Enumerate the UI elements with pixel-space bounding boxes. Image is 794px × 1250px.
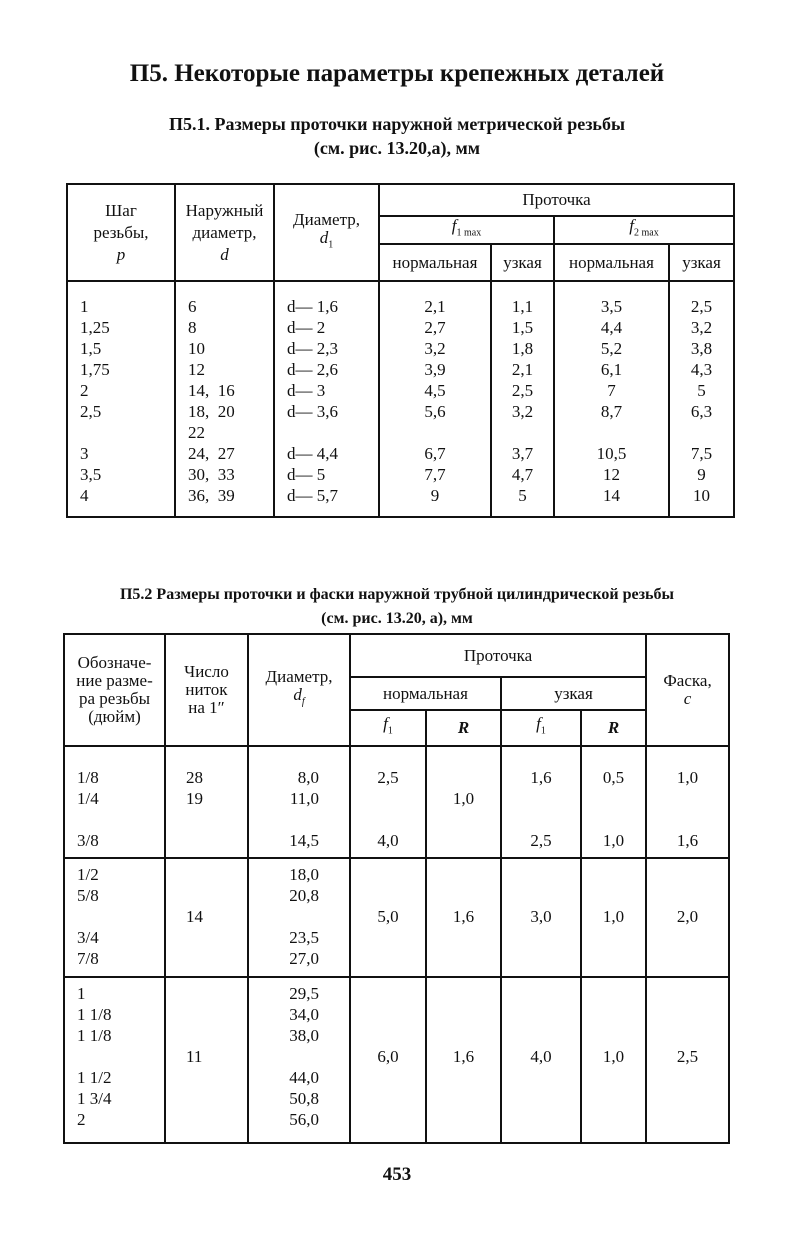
- cell-value: 23,5: [289, 928, 319, 947]
- cell-value: [380, 422, 490, 443]
- cell-value: 5: [697, 381, 706, 400]
- cell-value: d— 2: [287, 318, 326, 337]
- cell-value: [186, 948, 247, 969]
- header-text: ра резьбы: [78, 689, 151, 708]
- cell-value: d— 3: [287, 381, 326, 400]
- header-f1max: [379, 216, 554, 244]
- cell-value: 3,7: [511, 444, 534, 463]
- cell-value: 1 1/8: [77, 1005, 112, 1024]
- header-pitch: [67, 184, 175, 281]
- cell-pitch: [67, 281, 175, 517]
- cell-value: [77, 809, 164, 830]
- cell-value: 3,2: [511, 402, 534, 421]
- cell-normal-R: [426, 858, 501, 977]
- cell-value: 38,0: [289, 1026, 319, 1045]
- cell-value: [582, 809, 645, 830]
- cell-value: 7,5: [690, 444, 713, 463]
- cell-value: 8,0: [297, 768, 319, 787]
- cell-value: 2,0: [676, 907, 699, 926]
- table2-caption-line1: П5.2 Размеры проточки и фаски наружной трубной цилиндрической резьбы: [119, 586, 675, 603]
- header-text: f: [451, 216, 457, 236]
- cell-value: 7,7: [424, 465, 446, 484]
- cell-value: [351, 1004, 425, 1025]
- cell-value: 10: [188, 339, 205, 358]
- cell-value: [502, 927, 580, 948]
- cell-value: [427, 885, 500, 906]
- cell-value: 3,2: [690, 318, 713, 337]
- header-outer-diameter: [175, 184, 274, 281]
- header-diameter: [274, 184, 379, 281]
- cell-value: [427, 927, 500, 948]
- cell-value: 1,0: [602, 1047, 625, 1066]
- cell-threads-per-inch: [165, 858, 248, 977]
- header-f2-normal: нормальная: [554, 244, 669, 281]
- cell-value: 5: [518, 486, 527, 505]
- cell-value: 3,2: [424, 339, 446, 358]
- cell-value: [427, 830, 500, 851]
- cell-value: [186, 1025, 247, 1046]
- cell-value: [77, 906, 164, 927]
- cell-f1-narrow: [491, 281, 554, 517]
- cell-value: 20,8: [289, 886, 319, 905]
- cell-value: [647, 1025, 728, 1046]
- cell-value: [582, 927, 645, 948]
- cell-value: [351, 983, 425, 1004]
- cell-value: 11,0: [289, 789, 319, 808]
- cell-value: [492, 422, 553, 443]
- cell-designation: [64, 858, 165, 977]
- cell-value: [427, 864, 500, 885]
- cell-value: [582, 885, 645, 906]
- cell-narrow-f1: [501, 746, 581, 858]
- cell-value: 4,3: [690, 360, 713, 379]
- cell-value: 1,6: [676, 831, 699, 850]
- cell-value: 9: [697, 465, 706, 484]
- cell-value: 24, 27: [188, 444, 235, 463]
- cell-value: 44,0: [289, 1068, 319, 1087]
- cell-value: [647, 983, 728, 1004]
- cell-value: [555, 422, 668, 443]
- cell-value: [351, 864, 425, 885]
- cell-value: [647, 1088, 728, 1109]
- table2-caption: [0, 583, 794, 631]
- header-subscript: 1: [387, 725, 393, 737]
- cell-value: 10: [693, 486, 711, 505]
- cell-value: [502, 809, 580, 830]
- cell-value: 1,5: [511, 318, 534, 337]
- cell-value: [647, 1067, 728, 1088]
- cell-value: 50,8: [289, 1089, 319, 1108]
- cell-value: [427, 809, 500, 830]
- cell-value: [647, 1004, 728, 1025]
- header-normal-f1: [350, 710, 426, 746]
- header-text: резьбы,: [93, 222, 149, 242]
- cell-narrow-R: [581, 858, 646, 977]
- cell-value: [186, 830, 247, 851]
- cell-value: 1,25: [80, 318, 110, 337]
- cell-value: [351, 1025, 425, 1046]
- cell-value: d— 2,3: [287, 339, 338, 358]
- cell-narrow-f1: [501, 977, 581, 1143]
- cell-value: [582, 788, 645, 809]
- cell-value: 10,5: [596, 444, 627, 463]
- table-row-group: [64, 858, 729, 977]
- cell-outer-diameter: [175, 281, 274, 517]
- cell-value: 2,5: [80, 402, 102, 421]
- cell-normal-f1: [350, 858, 426, 977]
- header-text: Диаметр,: [293, 209, 360, 229]
- table2-caption-line2: (см. рис. 13.20, а), мм: [321, 610, 473, 627]
- cell-value: d— 1,6: [287, 297, 338, 316]
- cell-value: 6,1: [600, 360, 623, 379]
- cell-value: [186, 983, 247, 1004]
- cell-value: 1,0: [676, 768, 699, 787]
- cell-value: [582, 864, 645, 885]
- cell-value: 56,0: [289, 1110, 319, 1129]
- cell-value: d— 4,4: [287, 444, 338, 463]
- cell-value: [351, 809, 425, 830]
- cell-value: [186, 927, 247, 948]
- header-text: ниток: [185, 680, 228, 699]
- cell-value: 3/8: [77, 831, 99, 850]
- cell-value: 14: [186, 907, 203, 926]
- cell-value: 2,1: [511, 360, 534, 379]
- cell-value: 8,7: [600, 402, 623, 421]
- cell-value: [249, 1046, 319, 1067]
- cell-value: [427, 767, 500, 788]
- cell-value: [647, 927, 728, 948]
- cell-value: 1 1/8: [77, 1026, 112, 1045]
- cell-designation: [64, 746, 165, 858]
- cell-value: [351, 885, 425, 906]
- cell-value: 4,0: [377, 831, 399, 850]
- cell-value: 9: [430, 486, 440, 505]
- cell-value: [249, 906, 319, 927]
- header-subscript: 1 max: [456, 227, 482, 239]
- table-row-group: [64, 746, 729, 858]
- cell-value: 4,0: [530, 1047, 552, 1066]
- cell-value: 4: [80, 486, 89, 505]
- header-text: диаметр,: [192, 222, 257, 242]
- cell-f2-narrow: [669, 281, 734, 517]
- header-narrow-R: R: [581, 710, 646, 746]
- cell-value: 8: [188, 318, 197, 337]
- cell-value: [582, 1025, 645, 1046]
- cell-value: 28: [186, 768, 203, 787]
- cell-value: [249, 809, 319, 830]
- cell-value: 1/8: [77, 768, 99, 787]
- cell-value: 1: [77, 984, 86, 1003]
- cell-value: 4,7: [511, 465, 534, 484]
- header-f1-normal: нормальная: [379, 244, 491, 281]
- cell-value: 19: [186, 789, 203, 808]
- header-text: Шаг: [105, 200, 137, 220]
- header-text: Наружный: [185, 200, 264, 220]
- cell-value: 1,0: [452, 789, 475, 808]
- cell-value: [351, 1088, 425, 1109]
- cell-value: 1,0: [602, 831, 625, 850]
- cell-value: 1,0: [602, 907, 625, 926]
- cell-value: [186, 1088, 247, 1109]
- cell-value: 1,6: [452, 907, 475, 926]
- cell-value: 0,5: [602, 768, 625, 787]
- cell-value: [647, 864, 728, 885]
- cell-narrow-R: [581, 746, 646, 858]
- cell-value: 1,8: [511, 339, 534, 358]
- header-text: Обозначе-: [77, 653, 152, 672]
- cell-value: d— 5: [287, 465, 326, 484]
- header-groove: Проточка: [379, 184, 734, 216]
- cell-value: 14,5: [289, 831, 319, 850]
- pipe-thread-groove-table: [63, 633, 730, 1144]
- cell-value: [582, 983, 645, 1004]
- cell-value: [502, 885, 580, 906]
- cell-value: 22: [188, 423, 205, 442]
- cell-value: [287, 422, 378, 443]
- header-text: d: [293, 685, 302, 705]
- header-subscript: 1: [540, 725, 546, 737]
- cell-threads-per-inch: [165, 977, 248, 1143]
- cell-value: d— 5,7: [287, 486, 338, 505]
- cell-value: 3,5: [600, 297, 623, 316]
- header-text: c: [683, 689, 692, 708]
- cell-value: [582, 1004, 645, 1025]
- cell-value: 3/4: [77, 928, 99, 947]
- header-text: Диаметр,: [265, 667, 333, 687]
- cell-value: 4,4: [600, 318, 623, 337]
- cell-normal-f1: [350, 746, 426, 858]
- table-row: [67, 281, 734, 517]
- cell-value: [502, 948, 580, 969]
- header-text: f: [629, 216, 635, 236]
- cell-chamfer: [646, 977, 729, 1143]
- cell-f1-normal: [379, 281, 491, 517]
- cell-value: [80, 422, 174, 443]
- cell-value: 5,0: [377, 907, 399, 926]
- cell-value: 2,5: [377, 768, 399, 787]
- cell-value: 2,5: [511, 381, 534, 400]
- cell-value: [427, 1004, 500, 1025]
- cell-value: 18,0: [289, 865, 319, 884]
- cell-value: 3: [80, 444, 89, 463]
- table1-caption-line1: П5.1. Размеры проточки наружной метрической резьбы: [168, 114, 626, 134]
- metric-thread-groove-table: [66, 183, 735, 518]
- cell-value: [427, 983, 500, 1004]
- cell-value: [427, 1109, 500, 1130]
- header-text: на 1″: [188, 698, 225, 717]
- cell-value: 1,1: [511, 297, 534, 316]
- cell-value: 6,3: [690, 402, 713, 421]
- cell-value: 2,1: [424, 297, 446, 316]
- cell-value: [647, 885, 728, 906]
- header-subscript: 1: [328, 239, 334, 251]
- cell-value: 4,5: [424, 381, 446, 400]
- cell-value: 1 3/4: [77, 1089, 112, 1108]
- cell-diameter: [248, 746, 350, 858]
- cell-value: 7: [607, 381, 616, 400]
- cell-value: 1/4: [77, 789, 99, 808]
- cell-value: [502, 1088, 580, 1109]
- header-chamfer: [646, 634, 729, 746]
- cell-value: [647, 1109, 728, 1130]
- cell-diameter: [248, 858, 350, 977]
- header-narrow-f1: [501, 710, 581, 746]
- cell-narrow-f1: [501, 858, 581, 977]
- header-normal-R: R: [426, 710, 501, 746]
- cell-value: 6,7: [424, 444, 446, 463]
- cell-value: [186, 1067, 247, 1088]
- cell-value: [427, 1025, 500, 1046]
- cell-value: 14, 16: [188, 381, 235, 400]
- cell-value: 7/8: [77, 949, 99, 968]
- cell-normal-R: [426, 977, 501, 1143]
- cell-normal-f1: [350, 977, 426, 1143]
- cell-value: 3,8: [690, 339, 713, 358]
- cell-value: 6: [188, 297, 197, 316]
- header-f2max: [554, 216, 734, 244]
- cell-chamfer: [646, 746, 729, 858]
- cell-value: 5,2: [600, 339, 623, 358]
- header-f1-narrow: узкая: [491, 244, 554, 281]
- cell-value: d— 3,6: [287, 402, 338, 421]
- cell-value: 2,5: [676, 1047, 699, 1066]
- header-text: (дюйм): [88, 707, 141, 726]
- cell-value: 2,5: [690, 297, 713, 316]
- cell-value: d— 2,6: [287, 360, 338, 379]
- cell-value: [77, 1046, 164, 1067]
- cell-value: [351, 948, 425, 969]
- table-row-group: [64, 977, 729, 1143]
- cell-value: 3,9: [424, 360, 446, 379]
- header-narrow: узкая: [501, 677, 646, 710]
- cell-value: [186, 864, 247, 885]
- cell-value: [647, 809, 728, 830]
- header-text: d: [220, 244, 229, 264]
- cell-value: 1: [80, 297, 89, 316]
- header-threads-per-inch: [165, 634, 248, 746]
- cell-value: 11: [186, 1047, 203, 1066]
- table1-caption: [0, 112, 794, 160]
- header-text: Число: [184, 662, 229, 681]
- header-text: p: [116, 244, 126, 264]
- cell-value: 1,5: [80, 339, 102, 358]
- cell-value: [186, 809, 247, 830]
- cell-value: 2,7: [424, 318, 446, 337]
- cell-value: [186, 1109, 247, 1130]
- cell-value: [582, 1088, 645, 1109]
- cell-value: 29,5: [289, 984, 319, 1003]
- cell-value: [502, 983, 580, 1004]
- cell-value: [351, 927, 425, 948]
- page-number: 453: [382, 1164, 412, 1185]
- cell-value: 5/8: [77, 886, 99, 905]
- cell-value: 2: [80, 381, 89, 400]
- cell-value: 1,6: [452, 1047, 475, 1066]
- cell-value: [351, 788, 425, 809]
- cell-value: [502, 1025, 580, 1046]
- header-designation: [64, 634, 165, 746]
- cell-value: [502, 864, 580, 885]
- cell-value: 2: [77, 1110, 86, 1129]
- cell-chamfer: [646, 858, 729, 977]
- cell-value: 27,0: [289, 949, 319, 968]
- cell-value: 3,0: [530, 907, 552, 926]
- cell-value: 12: [603, 465, 620, 484]
- header-f2-narrow: узкая: [669, 244, 734, 281]
- cell-value: [582, 1067, 645, 1088]
- cell-value: 1/2: [77, 865, 99, 884]
- cell-value: [647, 788, 728, 809]
- cell-value: [186, 885, 247, 906]
- cell-value: 14: [603, 486, 620, 505]
- cell-value: [582, 948, 645, 969]
- cell-value: 1,75: [80, 360, 110, 379]
- header-subscript: f: [301, 696, 305, 708]
- header-text: ние разме-: [76, 671, 153, 690]
- header-normal: нормальная: [350, 677, 501, 710]
- cell-diameter: [274, 281, 379, 517]
- cell-value: 2,5: [530, 831, 552, 850]
- header-diameter: [248, 634, 350, 746]
- cell-value: 18, 20: [188, 402, 235, 421]
- cell-value: [502, 788, 580, 809]
- cell-threads-per-inch: [165, 746, 248, 858]
- cell-diameter: [248, 977, 350, 1143]
- cell-normal-R: [426, 746, 501, 858]
- cell-value: [502, 1004, 580, 1025]
- section-title: П5. Некоторые параметры крепежных деталей: [129, 60, 665, 87]
- cell-value: 36, 39: [188, 486, 235, 505]
- cell-value: 12: [188, 360, 205, 379]
- cell-designation: [64, 977, 165, 1143]
- cell-value: [427, 1088, 500, 1109]
- cell-value: 1,6: [530, 768, 552, 787]
- cell-narrow-R: [581, 977, 646, 1143]
- cell-value: [427, 948, 500, 969]
- header-text: f: [536, 714, 541, 734]
- cell-value: 34,0: [289, 1005, 319, 1024]
- cell-f2-normal: [554, 281, 669, 517]
- header-subscript: 2 max: [634, 227, 659, 239]
- cell-value: [670, 422, 733, 443]
- header-text: f: [383, 714, 388, 734]
- cell-value: [427, 1067, 500, 1088]
- header-text: Фаска,: [663, 671, 712, 690]
- header-groove: Проточка: [350, 634, 646, 677]
- table1-caption-line2: (см. рис. 13.20,а), мм: [313, 138, 481, 158]
- cell-value: [647, 948, 728, 969]
- cell-value: 3,5: [80, 465, 102, 484]
- cell-value: [351, 1067, 425, 1088]
- header-text: d: [319, 227, 329, 247]
- cell-value: [351, 1109, 425, 1130]
- cell-value: [502, 1109, 580, 1130]
- cell-value: [502, 1067, 580, 1088]
- cell-value: [186, 1004, 247, 1025]
- cell-value: 5,6: [424, 402, 446, 421]
- cell-value: 1 1/2: [77, 1068, 112, 1087]
- cell-value: 6,0: [377, 1047, 399, 1066]
- cell-value: [582, 1109, 645, 1130]
- cell-value: 30, 33: [188, 465, 235, 484]
